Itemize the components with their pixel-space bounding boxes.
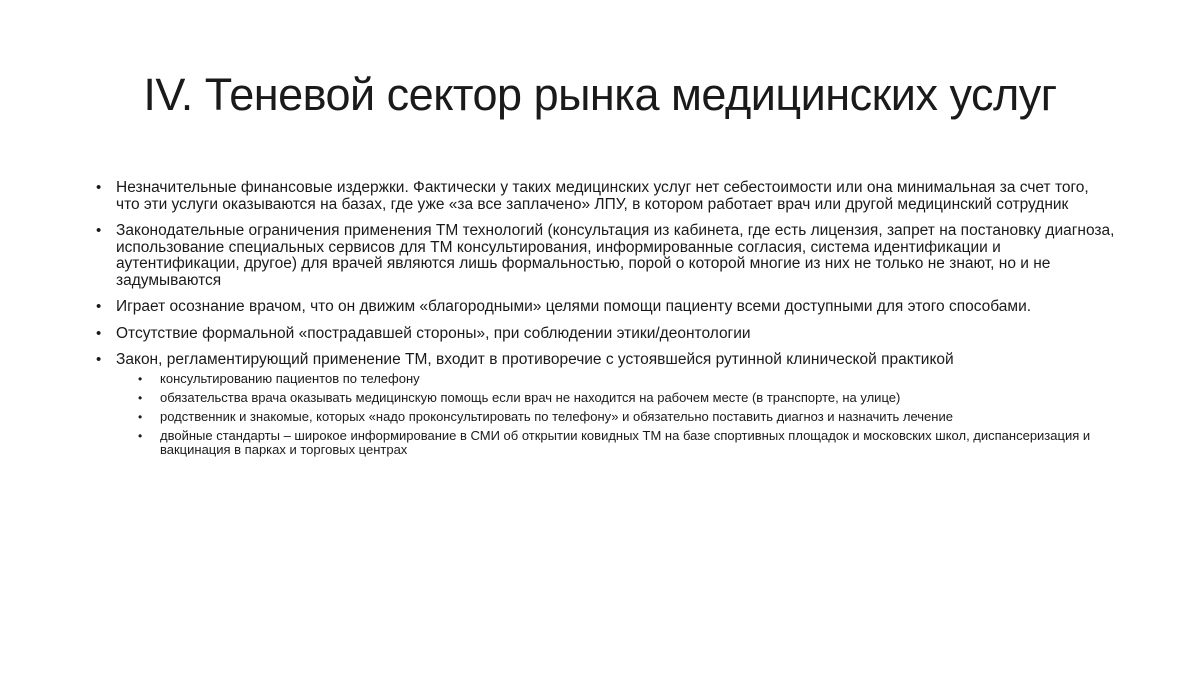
sub-bullet-icon: • (138, 409, 143, 424)
sub-bullet-item (138, 391, 1116, 405)
bullet-item (96, 180, 1116, 213)
sub-bullet-text: обязательства врача оказывать медицинскую помощь если врач не находится на рабочем месте (в транспорте, на улице) (160, 389, 901, 405)
bullet-text: Отсутствие формальной «пострадавшей стороны», при соблюдении этики/деонтологии (116, 324, 751, 342)
bullet-list (96, 180, 1116, 457)
bullet-text: Незначительные финансовые издержки. Фактически у таких медицинских услуг нет себестоимости или она минимальная за счет того, что эти услуги оказываются на базах, где уже «за все заплачено» ЛПУ, в котором работает врач или другой медицинский сотрудник (116, 179, 1089, 213)
bullet-icon: • (96, 351, 102, 368)
bullet-icon: • (96, 324, 102, 342)
sub-bullet-icon: • (138, 371, 143, 386)
bullet-item (96, 299, 1116, 316)
bullet-icon: • (96, 179, 102, 196)
sub-bullet-item (138, 429, 1116, 457)
sub-bullet-text: консультированию пациентов по телефону (160, 370, 420, 386)
bullet-icon: • (96, 222, 102, 239)
sub-bullet-list (116, 372, 1116, 457)
bullet-icon: • (96, 298, 102, 315)
sub-bullet-icon: • (138, 390, 143, 405)
bullet-text: Законодательные ограничения применения ТМ технологий (консультация из кабинета, где есть лицензия, запрет на постановку диагноза, использование специальных сервисов для ТМ консультирования, информированные согласия, система идентификации и аутентификации, другое) для врачей являются лишь формальностью, порой о которой многие из них не только не знают, но и не задумываются (116, 222, 1115, 289)
bullet-item (96, 326, 1116, 343)
sub-bullet-item (138, 410, 1116, 424)
sub-bullet-text: родственник и знакомые, которых «надо проконсультировать по телефону» и обязательно поставить диагноз и назначить лечение (160, 408, 953, 424)
bullet-item (96, 352, 1116, 457)
bullet-text: Играет осознание врачом, что он движим «благородными» целями помощи пациенту всеми доступными для этого способами. (116, 298, 1032, 315)
sub-bullet-text: двойные стандарты – широкое информирование в СМИ об открытии ковидных ТМ на базе спортивных площадок и московских школ, диспансеризация и вакцинация в парках и торговых центрах (160, 427, 1091, 457)
slide-content (96, 180, 1116, 467)
sub-bullet-item (138, 372, 1116, 386)
slide-title: IV. Теневой сектор рынка медицинских услуг (143, 69, 1057, 120)
bullet-text: Закон, регламентирующий применение ТМ, входит в противоречие с устоявшейся рутинной клинической практикой (116, 351, 954, 368)
sub-bullet-icon: • (138, 428, 143, 443)
bullet-item (96, 223, 1116, 289)
